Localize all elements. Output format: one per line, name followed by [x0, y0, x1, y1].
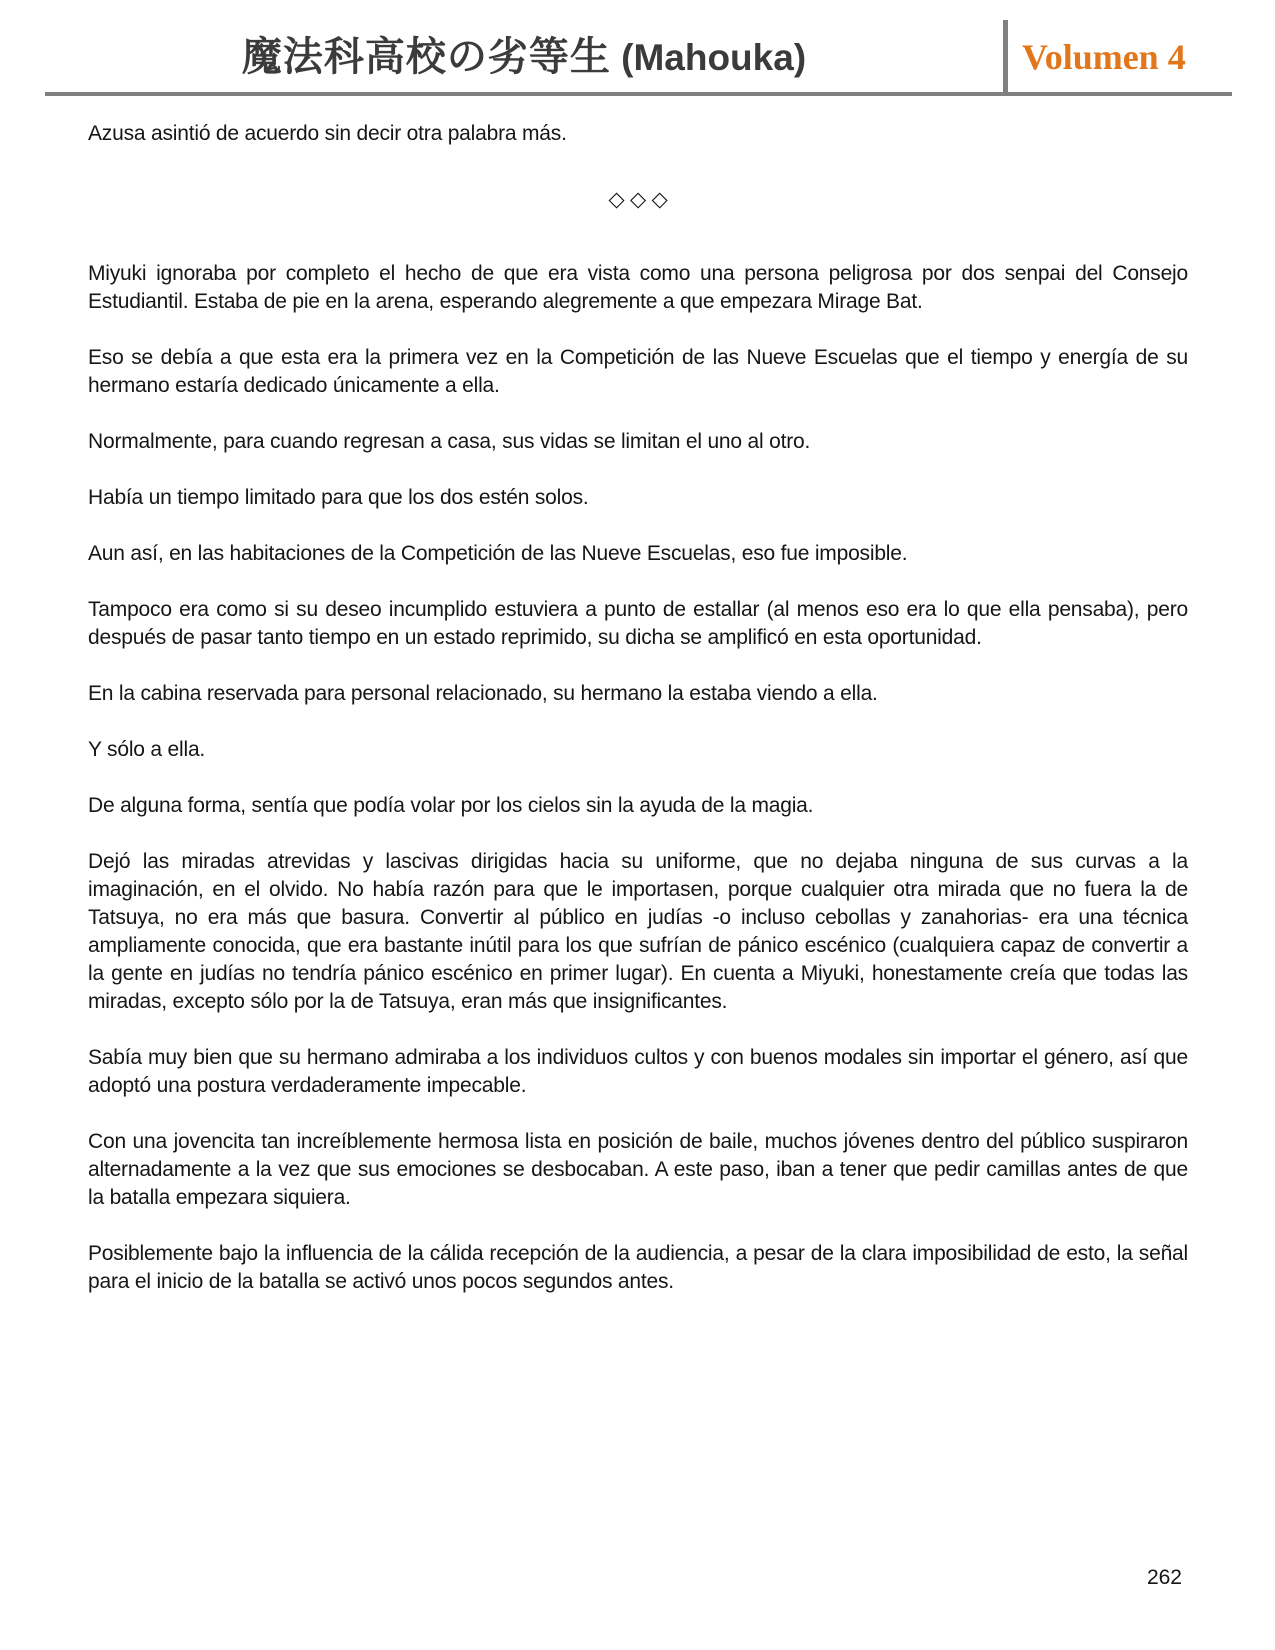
page-header: [45, 0, 1232, 96]
paragraph-de-alguna-forma: De alguna forma, sentía que podía volar por los cielos sin la ayuda de la magia.: [88, 794, 814, 817]
paragraph-habia-un-tiempo: Había un tiempo limitado para que los dos estén solos.: [88, 486, 589, 509]
header-volume-cell: [1008, 36, 1232, 92]
page-body: [88, 96, 1188, 1324]
paragraph-normalmente: Normalmente, para cuando regresan a casa, sus vidas se limitan el uno al otro.: [88, 430, 811, 453]
paragraph-posiblemente: Posiblemente bajo la influencia de la cálida recepción de la audiencia, a pesar de la clara imposibilidad de esto, la señal para el inicio de la batalla se activó unos pocos segundos antes.: [88, 1242, 1188, 1293]
paragraph-eso-se-debia: Eso se debía a que esta era la primera vez en la Competición de las Nueve Escuelas que el tiempo y energía de su hermano estaría dedicado únicamente a ella.: [88, 346, 1188, 397]
paragraph-aun-asi: Aun así, en las habitaciones de la Competición de las Nueve Escuelas, eso fue imposible.: [88, 542, 908, 565]
page-footer: [1147, 1566, 1182, 1590]
paragraph-sabia-muy-bien: Sabía muy bien que su hermano admiraba a los individuos cultos y con buenos modales sin importar el género, así que adoptó una postura verdaderamente impecable.: [88, 1046, 1188, 1097]
paragraph-y-solo-a-ella: Y sólo a ella.: [88, 738, 206, 761]
section-separator: ◇ ◇ ◇: [608, 188, 668, 211]
paragraph-miyuki-ignoraba: Miyuki ignoraba por completo el hecho de que era vista como una persona peligrosa por dos senpai del Consejo Estudiantil. Estaba de pie en la arena, esperando alegremente a que empezara Mirage Bat.: [88, 262, 1188, 313]
volume-label: Volumen 4: [1022, 37, 1186, 77]
paragraph-con-una-jovencita: Con una jovencita tan increíblemente hermosa lista en posición de baile, muchos jóvenes dentro del público suspiraron alternadamente a la vez que sus emociones se desbocaban. A este paso, iban a tener que pedir camillas antes de que la batalla empezara siquiera.: [88, 1130, 1188, 1209]
document-title: [45, 25, 1003, 92]
document-title-japanese: 魔法科高校の劣等生: [241, 34, 611, 79]
paragraph-dejo-las-miradas: Dejó las miradas atrevidas y lascivas dirigidas hacia su uniforme, que no dejaba ninguna de sus curvas a la imaginación, en el olvido. No había razón para que le importasen, porque cualquier otra mirada que no fuera la de Tatsuya, no era más que basura. Convertir al público en judías -o incluso cebollas y zanahorias- era una técnica ampliamente conocida, que era bastante inútil para los que sufrían de pánico escénico (cualquiera capaz de convertir a la gente en judías no tendría pánico escénico en primer lugar). En cuenta a Miyuki, honestamente creía que todas las miradas, excepto sólo por la de Tatsuya, eran más que insignificantes.: [88, 850, 1188, 1013]
document-title-latin: (Mahouka): [610, 37, 807, 78]
paragraph-tampoco-era: Tampoco era como si su deseo incumplido estuviera a punto de estallar (al menos eso era lo que ella pensaba), pero después de pasar tanto tiempo en un estado reprimido, su dicha se amplificó en esta oportunidad.: [88, 598, 1188, 649]
page-number: 262: [1146, 1566, 1182, 1589]
paragraph-en-la-cabina: En la cabina reservada para personal relacionado, su hermano la estaba viendo a ella.: [88, 682, 878, 705]
paragraph-azusa: Azusa asintió de acuerdo sin decir otra palabra más.: [88, 122, 567, 145]
